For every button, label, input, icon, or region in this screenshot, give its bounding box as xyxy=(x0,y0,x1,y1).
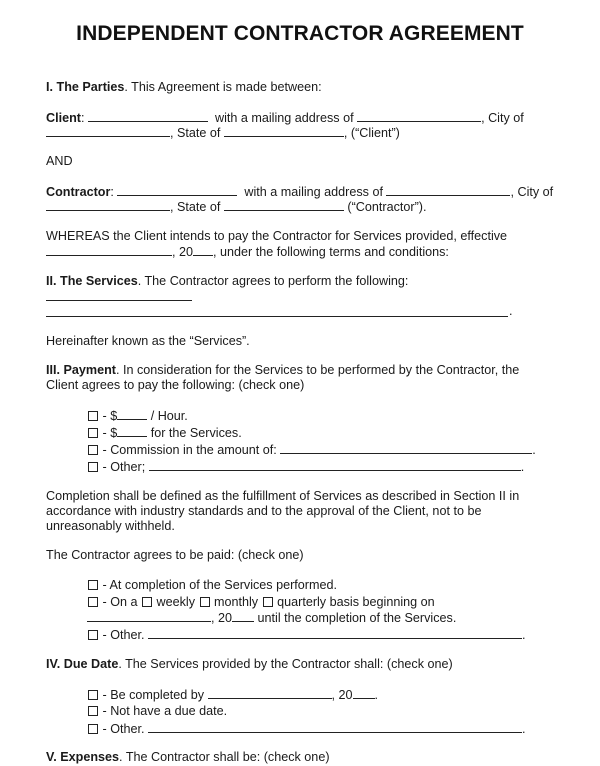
completion-line-3: unreasonably withheld. xyxy=(46,519,175,533)
due-date-heading: IV. Due Date xyxy=(46,657,119,671)
due-option-none: - Not have a due date. xyxy=(87,704,227,719)
paid-schedule-line-2: , 20 until the completion of the Services. xyxy=(87,610,456,626)
whereas-line-1: WHEREAS the Client intends to pay the Contractor for Services provided, effective xyxy=(46,229,508,243)
contractor-label: Contractor xyxy=(46,185,111,199)
checkbox-due-none[interactable] xyxy=(88,706,98,716)
checkbox-paid-completion[interactable] xyxy=(88,580,98,590)
payment-heading: III. Payment xyxy=(46,363,116,377)
paid-intro: The Contractor agrees to be paid: (check one) xyxy=(46,548,304,562)
paid-start-date-blank[interactable] xyxy=(87,610,211,622)
checkbox-due-other[interactable] xyxy=(88,724,98,734)
hereinafter-text: Hereinafter known as the “Services”. xyxy=(46,334,250,348)
completion-line-2: accordance with industry standards and to the approval of the Client, not to be xyxy=(46,504,482,518)
and-text: AND xyxy=(46,154,73,168)
due-other-blank[interactable] xyxy=(148,721,522,733)
contractor-name-blank[interactable] xyxy=(117,184,237,196)
payment-option-services: - $ for the Services. xyxy=(87,425,242,441)
checkbox-services[interactable] xyxy=(88,428,98,438)
paid-option-completion: - At completion of the Services performed. xyxy=(87,578,337,593)
paid-other-blank[interactable] xyxy=(148,627,522,639)
services-blank-1[interactable] xyxy=(46,300,192,301)
checkbox-paid-other[interactable] xyxy=(88,630,98,640)
checkbox-paid-schedule[interactable] xyxy=(88,597,98,607)
checkbox-weekly[interactable] xyxy=(142,597,152,607)
parties-heading: I. The Parties xyxy=(46,80,125,94)
contractor-city-blank[interactable] xyxy=(46,199,170,211)
whereas-line-2: , 20 , under the following terms and conditions: xyxy=(46,244,449,260)
services-blank-2[interactable] xyxy=(46,316,508,317)
client-state-blank[interactable] xyxy=(224,125,344,137)
checkbox-quarterly[interactable] xyxy=(263,597,273,607)
checkbox-commission[interactable] xyxy=(88,445,98,455)
checkbox-payment-other[interactable] xyxy=(88,462,98,472)
paid-option-other: - Other. . xyxy=(87,627,526,643)
services-period: . xyxy=(509,304,513,318)
expenses-intro: V. Expenses. The Contractor shall be: (check one) xyxy=(46,750,330,764)
contractor-line-2: , State of (“Contractor”). xyxy=(46,199,426,215)
payment-intro-2: Client agrees to pay the following: (check one) xyxy=(46,378,305,392)
client-line-2: , State of , (“Client”) xyxy=(46,125,400,141)
services-intro: II. The Services. The Contractor agrees to perform the following: xyxy=(46,274,409,288)
payment-option-other: - Other; . xyxy=(87,459,524,475)
payment-other-blank[interactable] xyxy=(149,459,521,471)
effective-date-blank[interactable] xyxy=(46,244,172,256)
due-date-intro: IV. Due Date. The Services provided by the Contractor shall: (check one) xyxy=(46,657,453,671)
client-label: Client xyxy=(46,111,81,125)
services-heading: II. The Services xyxy=(46,274,138,288)
expenses-heading: V. Expenses xyxy=(46,750,120,764)
document-title: INDEPENDENT CONTRACTOR AGREEMENT xyxy=(76,22,524,45)
checkbox-monthly[interactable] xyxy=(200,597,210,607)
contractor-state-blank[interactable] xyxy=(224,199,344,211)
client-name-blank[interactable] xyxy=(88,110,208,122)
payment-intro-1: III. Payment. In consideration for the Services to be performed by the Contractor, the xyxy=(46,363,520,377)
completion-line-1: Completion shall be defined as the fulfillment of Services as described in Section II in xyxy=(46,489,520,503)
checkbox-hour[interactable] xyxy=(88,411,98,421)
paid-option-schedule: - On a weekly monthly quarterly basis beginning on xyxy=(87,595,435,610)
effective-year-blank[interactable] xyxy=(193,244,213,256)
parties-intro: I. The Parties. This Agreement is made between: xyxy=(46,80,322,94)
payment-option-hour: - $ / Hour. xyxy=(87,408,188,424)
payment-option-commission: - Commission in the amount of: . xyxy=(87,442,536,458)
checkbox-due-completed[interactable] xyxy=(88,690,98,700)
due-date-blank[interactable] xyxy=(208,687,332,699)
paid-start-year-blank[interactable] xyxy=(232,610,254,622)
hour-rate-blank[interactable] xyxy=(117,408,147,420)
client-address-blank[interactable] xyxy=(357,110,481,122)
client-line-1: Client: with a mailing address of , City of xyxy=(46,111,524,125)
services-amount-blank[interactable] xyxy=(117,425,147,437)
contractor-line-1: Contractor: with a mailing address of , City of xyxy=(46,185,554,199)
client-city-blank[interactable] xyxy=(46,125,170,137)
contractor-address-blank[interactable] xyxy=(386,184,510,196)
due-option-completed: - Be completed by , 20 . xyxy=(87,687,378,703)
due-option-other: - Other. . xyxy=(87,721,526,737)
due-year-blank[interactable] xyxy=(353,687,375,699)
commission-blank[interactable] xyxy=(280,442,532,454)
